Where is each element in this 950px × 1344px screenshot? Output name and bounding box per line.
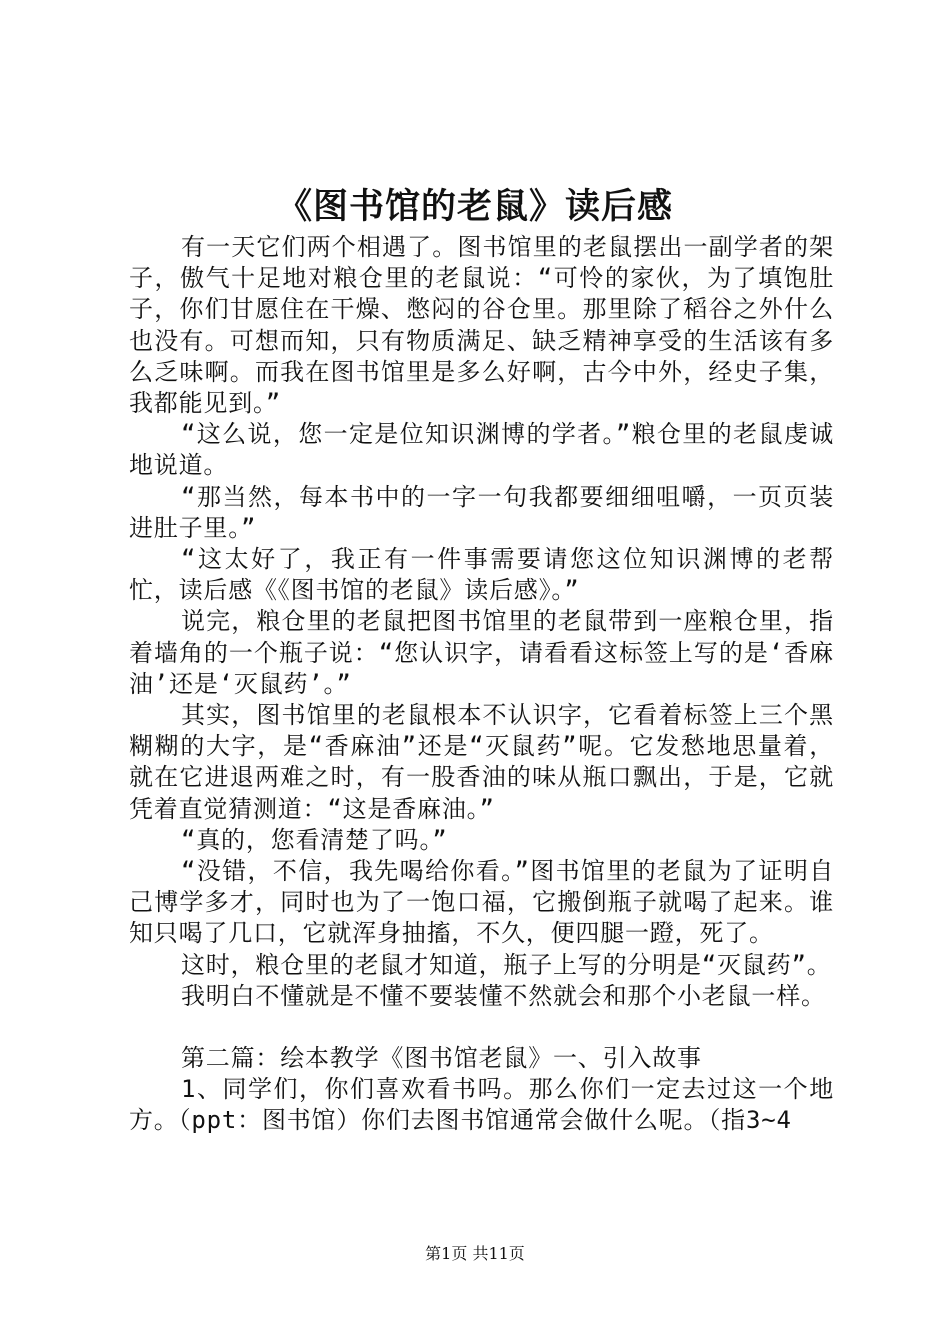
- paragraph: 1、同学们，你们喜欢看书吗。那么你们一定去过这一个地方。（ppt：图书馆）你们去图书馆通常会做什么呢。（指3~4: [129, 1075, 834, 1135]
- paragraph: 其实，图书馆里的老鼠根本不认识字，它看着标签上三个黑糊糊的大字，是“香麻油”还是“灭鼠药”呢。它发愁地思量着，就在它进退两难之时，有一股香油的味从瓶口飘出，于是，它就凭着直觉猜测道：“这是香麻油。”: [129, 701, 834, 823]
- paragraph: 我明白不懂就是不懂不要装懂不然就会和那个小老鼠一样。: [181, 981, 826, 1010]
- section-heading: 第二篇：绘本教学《图书馆老鼠》一、引入故事: [181, 1044, 702, 1073]
- paragraph: 这时，粮仓里的老鼠才知道，瓶子上写的分明是“灭鼠药”。: [181, 950, 832, 979]
- document-title: 《图书馆的老鼠》读后感: [276, 186, 673, 227]
- paragraph: 说完，粮仓里的老鼠把图书馆里的老鼠带到一座粮仓里，指着墙角的一个瓶子说：“您认识字，请看看这标签上写的是‘香麻油’还是‘灭鼠药’。”: [129, 607, 834, 698]
- paragraph: “真的，您看清楚了吗。”: [181, 825, 448, 854]
- paragraph: “这么说，您一定是位知识渊博的学者。”粮仓里的老鼠虔诚地说道。: [129, 420, 834, 480]
- paragraph: “这太好了，我正有一件事需要请您这位知识渊博的老帮忙，读后感《《图书馆的老鼠》读后感》。”: [129, 545, 834, 605]
- paragraph: 有一天它们两个相遇了。图书馆里的老鼠摆出一副学者的架子，傲气十足地对粮仓里的老鼠说：“可怜的家伙，为了填饱肚子，你们甘愿住在干燥、憋闷的谷仓里。那里除了稻谷之外什么也没有。可想而知，只有物质满足、缺乏精神享受的生活该有多么乏味啊。而我在图书馆里是多么好啊，古今中外，经史子集，我都能见到。”: [129, 233, 834, 418]
- page-number-footer: 第1页 共11页: [425, 1244, 525, 1263]
- paragraph: “没错，不信，我先喝给你看。”图书馆里的老鼠为了证明自己博学多才，同时也为了一饱口福，它搬倒瓶子就喝了起来。谁知只喝了几口，它就浑身抽搐，不久，便四腿一蹬，死了。: [129, 857, 834, 948]
- document-body: [129, 232, 834, 1137]
- paragraph: “那当然，每本书中的一字一句我都要细细咀嚼，一页页装进肚子里。”: [129, 482, 834, 542]
